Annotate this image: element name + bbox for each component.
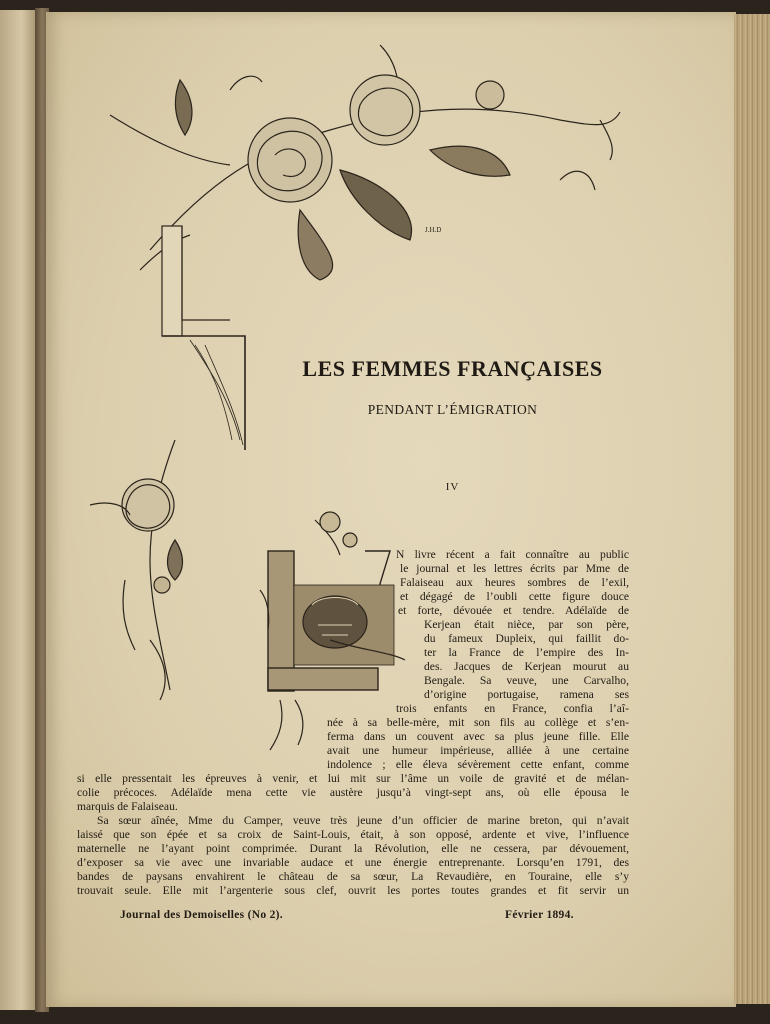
illustrator-signature: J.H.D xyxy=(425,226,442,234)
body-line: laissé que son épée et sa croix de Saint-Louis, était, à son opposé, ardente et vive, l’influence xyxy=(77,828,629,841)
article-subtitle: PENDANT L’ÉMIGRATION xyxy=(367,402,538,417)
body-line: le journal et les lettres écrits par Mme de xyxy=(400,562,629,575)
body-line: N livre récent a fait connaître au public xyxy=(396,548,629,561)
body-line: Bengale. Sa veuve, une Carvalho, xyxy=(424,674,629,687)
body-line: bandes de paysans envahirent le château de sa sœur, La Revaudière, en Touraine, elle s’y xyxy=(77,870,629,883)
body-line: du fameux Dupleix, qui faillit do- xyxy=(424,632,629,645)
body-line: d’origine portugaise, ramena ses xyxy=(424,688,629,701)
body-line: trois enfants en France, confia l’aî- xyxy=(396,702,629,715)
body-line: maternelle ne l’ayant point comprimée. Durant la Révolution, elle ne cessera, par dévouement, xyxy=(77,842,629,855)
body-line: née à sa belle-mère, mit son fils au collège et s’en- xyxy=(327,716,629,729)
body-line: Sa sœur aînée, Mme du Camper, veuve très jeune d’un officier de marine breton, qui n’avait xyxy=(97,814,629,827)
body-line: et dégagé de l’oubli cette figure douce xyxy=(400,590,629,603)
footer-journal-name: Journal des Demoiselles (No 2). xyxy=(120,909,283,921)
body-line: Kerjean était nièce, par son père, xyxy=(424,618,629,631)
body-line: ter la France de l’empire des In- xyxy=(424,646,629,659)
article-title: LES FEMMES FRANÇAISES xyxy=(302,356,603,381)
body-line: d’exposer sa vie avec une invariable audace et une énergie entreprenante. Lorsqu’en 1791, des xyxy=(77,856,629,869)
chapter-number: IV xyxy=(445,481,460,493)
body-line: marquis de Falaiseau. xyxy=(77,800,178,813)
left-page-edge xyxy=(0,10,36,1010)
body-line: avait une humeur impérieuse, alliée à une certaine xyxy=(327,744,629,757)
body-line: si elle pressentait les épreuves à venir, et lui mit sur l’âme un voile de gravité et de mélan- xyxy=(77,772,629,785)
body-line: et forte, dévouée et tendre. Adélaïde de xyxy=(398,604,629,617)
body-line: trouvait seule. Elle mit l’argenterie sous clef, ouvrit les portes toutes grandes et fit servir un xyxy=(77,884,629,897)
footer-date: Février 1894. xyxy=(505,909,574,921)
body-line: Falaiseau aux heures sombres de l’exil, xyxy=(400,576,629,589)
body-line: colie précoces. Adélaïde mena cette vie austère jusqu’à vingt-sept ans, où elle épousa le xyxy=(77,786,629,799)
body-line: des. Jacques de Kerjean mourut au xyxy=(424,660,629,673)
body-line: indolence ; elle éleva sévèrement cette enfant, comme xyxy=(327,758,629,771)
body-line: ferma dans un couvent avec sa plus jeune fille. Elle xyxy=(327,730,629,743)
page-stack-edges xyxy=(734,14,770,1004)
